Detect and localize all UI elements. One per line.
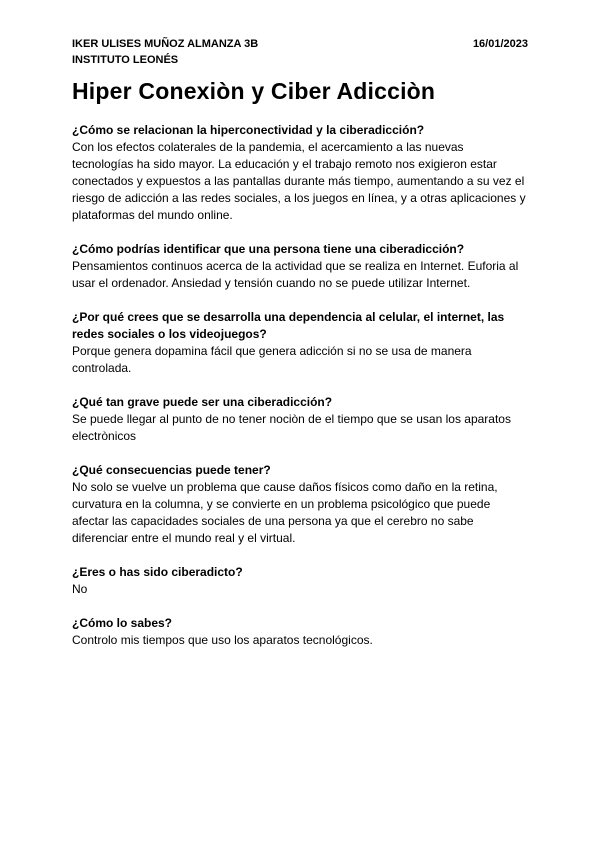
document-header [72,36,528,68]
qa-block-2 [72,241,528,292]
answer-6: No [72,582,88,596]
answer-5: No solo se vuelve un problema que cause daños físicos como daño en la retina, curvatura en la columna, y se convierte en un problema psicológico que puede afectar las capacidades sociales de una persona ya que el cerebro no sabe diferenciar entre el mundo real y el virtual. [72,480,498,545]
question-6: ¿Eres o has sido ciberadicto? [72,565,243,579]
document-page [72,36,528,649]
qa-block-7 [72,615,528,649]
question-1: ¿Cómo se relacionan la hiperconectividad y la ciberadicción? [72,123,425,137]
question-2: ¿Cómo podrías identificar que una persona tiene una ciberadicción? [72,242,465,256]
student-name: IKER ULISES MUÑOZ ALMANZA 3B [72,38,259,50]
question-5: ¿Qué consecuencias puede tener? [72,463,271,477]
question-3: ¿Por qué crees que se desarrolla una dependencia al celular, el internet, las redes sociales o los videojuegos? [72,310,505,341]
question-4: ¿Qué tan grave puede ser una ciberadicción? [72,395,333,409]
qa-block-5 [72,462,528,547]
document-date: 16/01/2023 [472,38,528,50]
answer-3: Porque genera dopamina fácil que genera adicción si no se usa de manera controlada. [72,344,472,375]
qa-block-1 [72,122,528,224]
answer-7: Controlo mis tiempos que uso los aparatos tecnológicos. [72,633,373,647]
answer-1: Con los efectos colaterales de la pandemia, el acercamiento a las nuevas tecnologías ha sido mayor. La educación y el trabajo remoto nos exigieron estar conectados y expuestos a las pantallas durante más tiempo, aumentando a su vez el riesgo de adicción a las redes sociales, a los juegos en línea, y a otras aplicaciones y plataformas del mundo online. [72,140,526,222]
answer-4: Se puede llegar al punto de no tener nociòn de el tiempo que se usan los aparatos electrònicos [72,412,511,443]
document-title: Hiper Conexiòn y Ciber Adicciòn [72,78,436,104]
qa-block-4 [72,394,528,445]
school-name: INSTITUTO LEONÉS [72,54,179,66]
qa-block-3 [72,309,528,377]
qa-block-6 [72,564,528,598]
question-7: ¿Cómo lo sabes? [72,616,173,630]
answer-2: Pensamientos continuos acerca de la actividad que se realiza en Internet. Euforia al usar el ordenador. Ansiedad y tensión cuando no se puede utilizar Internet. [72,259,519,290]
